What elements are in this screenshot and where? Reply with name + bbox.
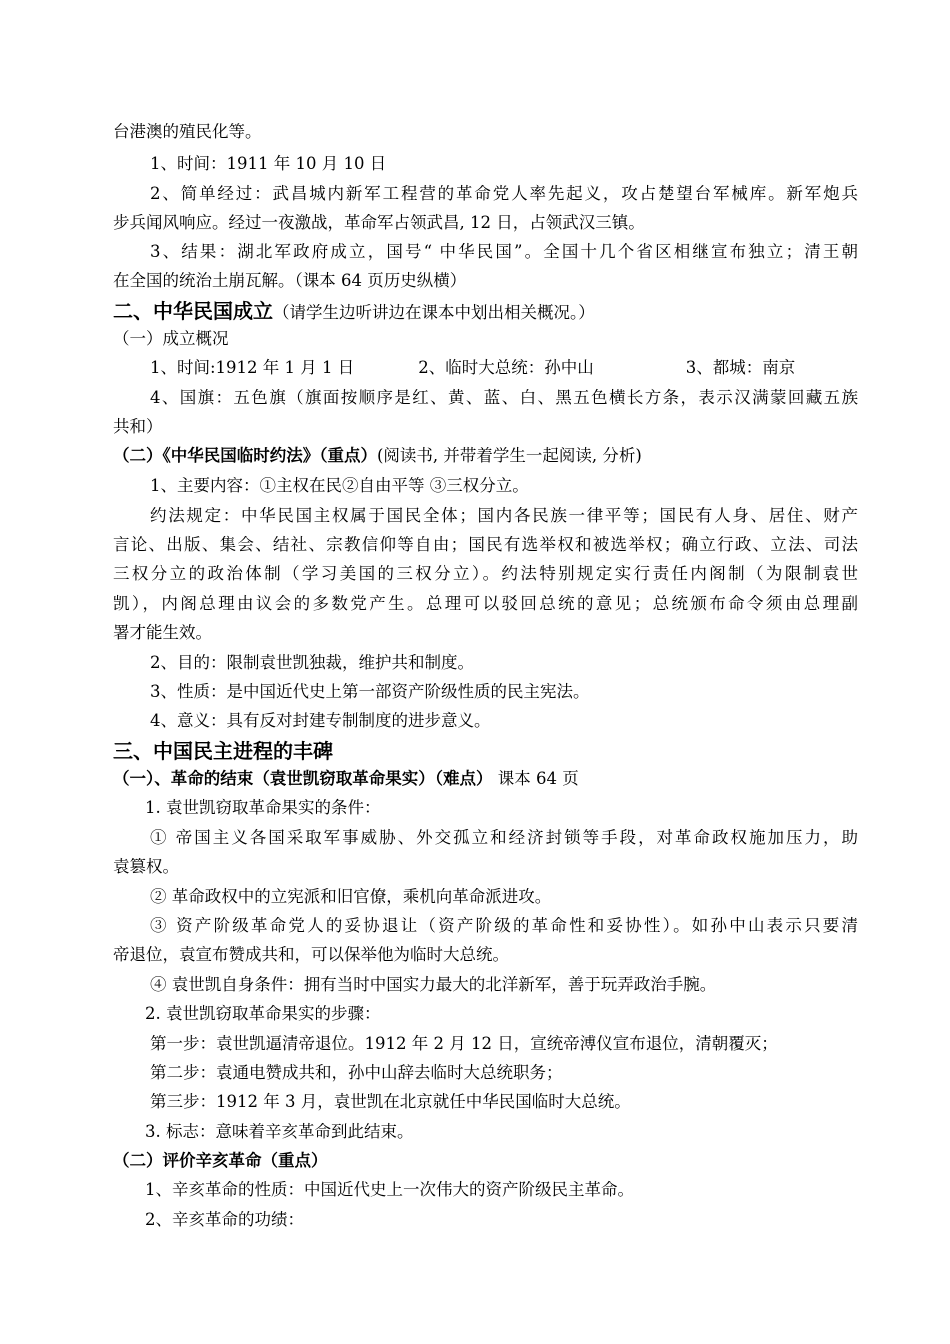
text-line [150,357,795,379]
text-line: 4、意义：具有反对封建专制制度的进步意义。 [150,711,491,730]
section-heading-2-note: （请学生边听讲边在课本中划出相关概况。） [273,303,595,322]
text-line: 3、结果：湖北军政府成立，国号“ 中华民国”。全国十几个省区相继宣布独立；清王朝 [150,242,858,261]
text-line: 帝退位，袁宣布赞成共和，可以保举他为临时大总统。 [113,945,509,964]
text-line: 3、性质：是中国近代史上第一部资产阶级性质的民主宪法。 [150,682,590,701]
subsection-heading [113,445,642,467]
text-line: 共和） [113,417,163,436]
subsection-heading: （二）评价辛亥革命（重点） [113,1151,328,1170]
text-line: 3. 标志：意味着辛亥革命到此结束。 [145,1122,414,1141]
text-line: 2. 袁世凯窃取革命果实的步骤： [145,1004,381,1023]
text-line: 约法规定：中华民国主权属于国民全体；国内各民族一律平等；国民有人身、居住、财产 [150,506,858,525]
text-line: ② 革命政权中的立宪派和旧官僚，乘机向革命派进攻。 [150,887,552,906]
section-heading-3: 三、中国民主进程的丰碑 [113,739,333,763]
section-heading-2-title: 二、中华民国成立 [113,299,273,323]
section-heading-2 [113,298,595,326]
text-line: ④ 袁世凯自身条件：拥有当时中国实力最大的北洋新军，善于玩弄政治手腕。 [150,975,717,994]
overview-time: 1、时间:1912 年 1 月 1 日 [150,358,355,377]
subsection-heading-title: （二）《中华民国临时约法》（重点） [113,446,377,465]
subsection-heading-title: （一）、革命的结束（袁世凯窃取革命果实）（难点） [113,769,493,788]
overview-president: 2、临时大总统：孙中山 [418,358,594,377]
text-line: 凯），内阁总理由议会的多数党产生。总理可以驳回总统的意见；总统颁布命令须由总理副 [113,594,858,613]
overview-capital: 3、都城：南京 [685,358,796,377]
text-line: 台港澳的殖民化等。 [113,122,262,141]
text-line: 2、目的：限制袁世凯独裁，维护共和制度。 [150,653,474,672]
text-line: 署才能生效。 [113,623,212,642]
text-line: 1. 袁世凯窃取革命果实的条件： [145,798,381,817]
text-line: 1、时间：1911 年 10 月 10 日 [150,154,387,173]
text-line: 第二步：袁通电赞成共和，孙中山辞去临时大总统职务； [150,1063,563,1082]
text-line: 袁篡权。 [113,857,179,876]
subsection-heading [113,768,579,790]
subsection-heading-note: 课本 64 页 [492,769,579,788]
text-line: 1、辛亥革命的性质：中国近代史上一次伟大的资产阶级民主革命。 [145,1180,634,1199]
text-line: ③ 资产阶级革命党人的妥协退让（资产阶级的革命性和妥协性）。如孙中山表示只要清 [150,916,858,935]
text-line: 第三步：1912 年 3 月，袁世凯在北京就任中华民国临时大总统。 [150,1092,631,1111]
text-line: 4、国旗：五色旗（旗面按顺序是红、黄、蓝、白、黑五色横长方条，表示汉满蒙回藏五族 [150,388,858,407]
text-line: 2、简单经过：武昌城内新军工程营的革命党人率先起义，攻占楚望台军械库。新军炮兵 [150,184,858,203]
text-line: 三权分立的政治体制（学习美国的三权分立）。约法特别规定实行责任内阁制（为限制袁世 [113,564,858,583]
text-line: 在全国的统治土崩瓦解。（课本 64 页历史纵横） [113,271,467,290]
text-line: ① 帝国主义各国采取军事威胁、外交孤立和经济封锁等手段，对革命政权施加压力，助 [150,828,858,847]
text-line: 言论、出版、集会、结社、宗教信仰等自由；国民有选举权和被选举权；确立行政、立法、司法 [113,535,858,554]
subsection-heading: （一）成立概况 [113,329,229,348]
text-line: 1、主要内容：①主权在民②自由平等 ③三权分立。 [150,476,529,495]
subsection-heading-note: (阅读书, 并带着学生一起阅读, 分析) [377,446,642,465]
text-line: 2、辛亥革命的功绩： [145,1210,304,1229]
text-line: 第一步：袁世凯逼清帝退位。1912 年 2 月 12 日，宣统帝溥仪宣布退位，清朝覆灭； [150,1034,778,1053]
text-line: 步兵闻风响应。经过一夜激战，革命军占领武昌, 12 日，占领武汉三镇。 [113,213,645,232]
